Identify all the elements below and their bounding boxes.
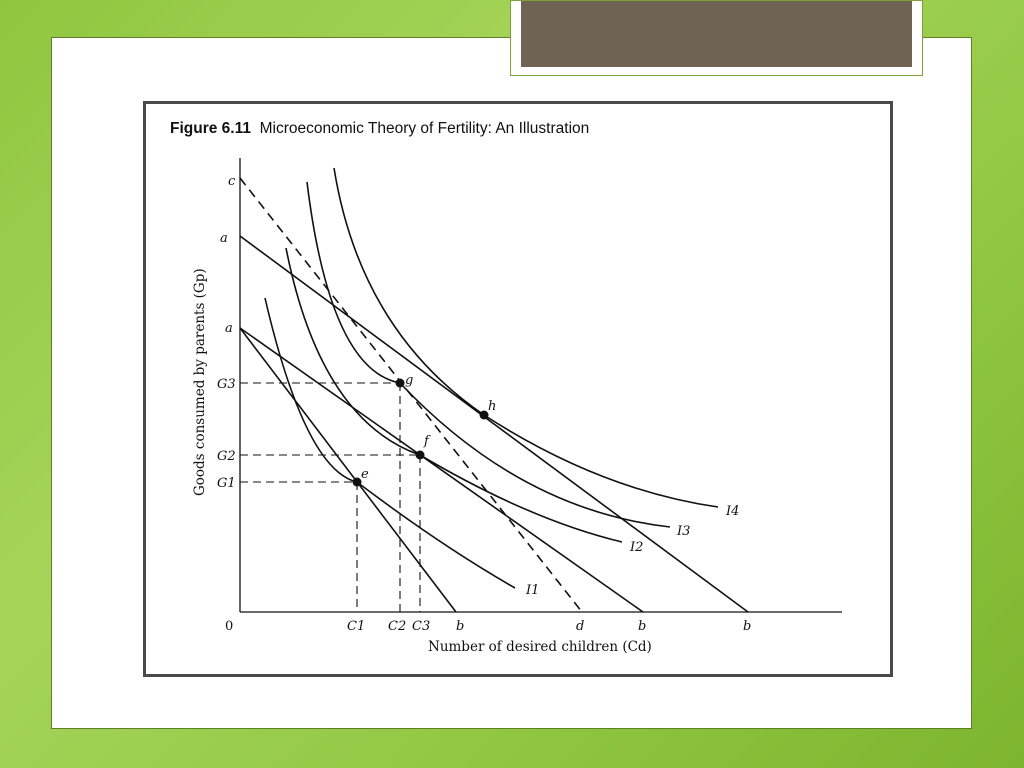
label-i1: I1 <box>526 583 540 598</box>
figure-caption: Microeconomic Theory of Fertility: An Illustration <box>259 120 590 137</box>
indifference-curve-i1 <box>265 298 515 588</box>
label-point-h: h <box>488 399 497 414</box>
label-b3: b <box>743 619 752 634</box>
label-a-upper: a <box>220 231 228 246</box>
label-g1: G1 <box>217 476 236 491</box>
label-g3: G3 <box>217 377 236 392</box>
guide-lines <box>240 383 420 612</box>
label-point-e: e <box>361 467 369 482</box>
label-a-lower: a <box>225 321 233 336</box>
label-c1: C1 <box>347 619 366 634</box>
label-b1: b <box>456 619 465 634</box>
budget-line-a-b3 <box>240 236 748 612</box>
label-origin: 0 <box>225 619 234 634</box>
label-c: c <box>228 174 236 189</box>
budget-line-a-b1 <box>240 328 456 612</box>
x-axis-title: Number of desired children (Cd) <box>428 639 652 655</box>
label-i4: I4 <box>726 504 740 519</box>
figure-number: Figure 6.11 <box>170 120 251 137</box>
point-f <box>416 451 425 460</box>
label-point-g: g <box>405 373 414 388</box>
indifference-curve-i4 <box>334 168 718 507</box>
label-i3: I3 <box>677 524 691 539</box>
label-d: d <box>576 619 585 634</box>
label-i2: I2 <box>630 540 644 555</box>
label-g2: G2 <box>217 449 236 464</box>
label-c2: C2 <box>388 619 407 634</box>
budget-line-a-b2 <box>240 328 643 612</box>
label-b2: b <box>638 619 647 634</box>
point-g <box>396 379 405 388</box>
y-axis-title: Goods consumed by parents (Gp) <box>192 268 208 496</box>
label-c3: C3 <box>412 619 431 634</box>
label-point-f: f <box>424 434 429 449</box>
